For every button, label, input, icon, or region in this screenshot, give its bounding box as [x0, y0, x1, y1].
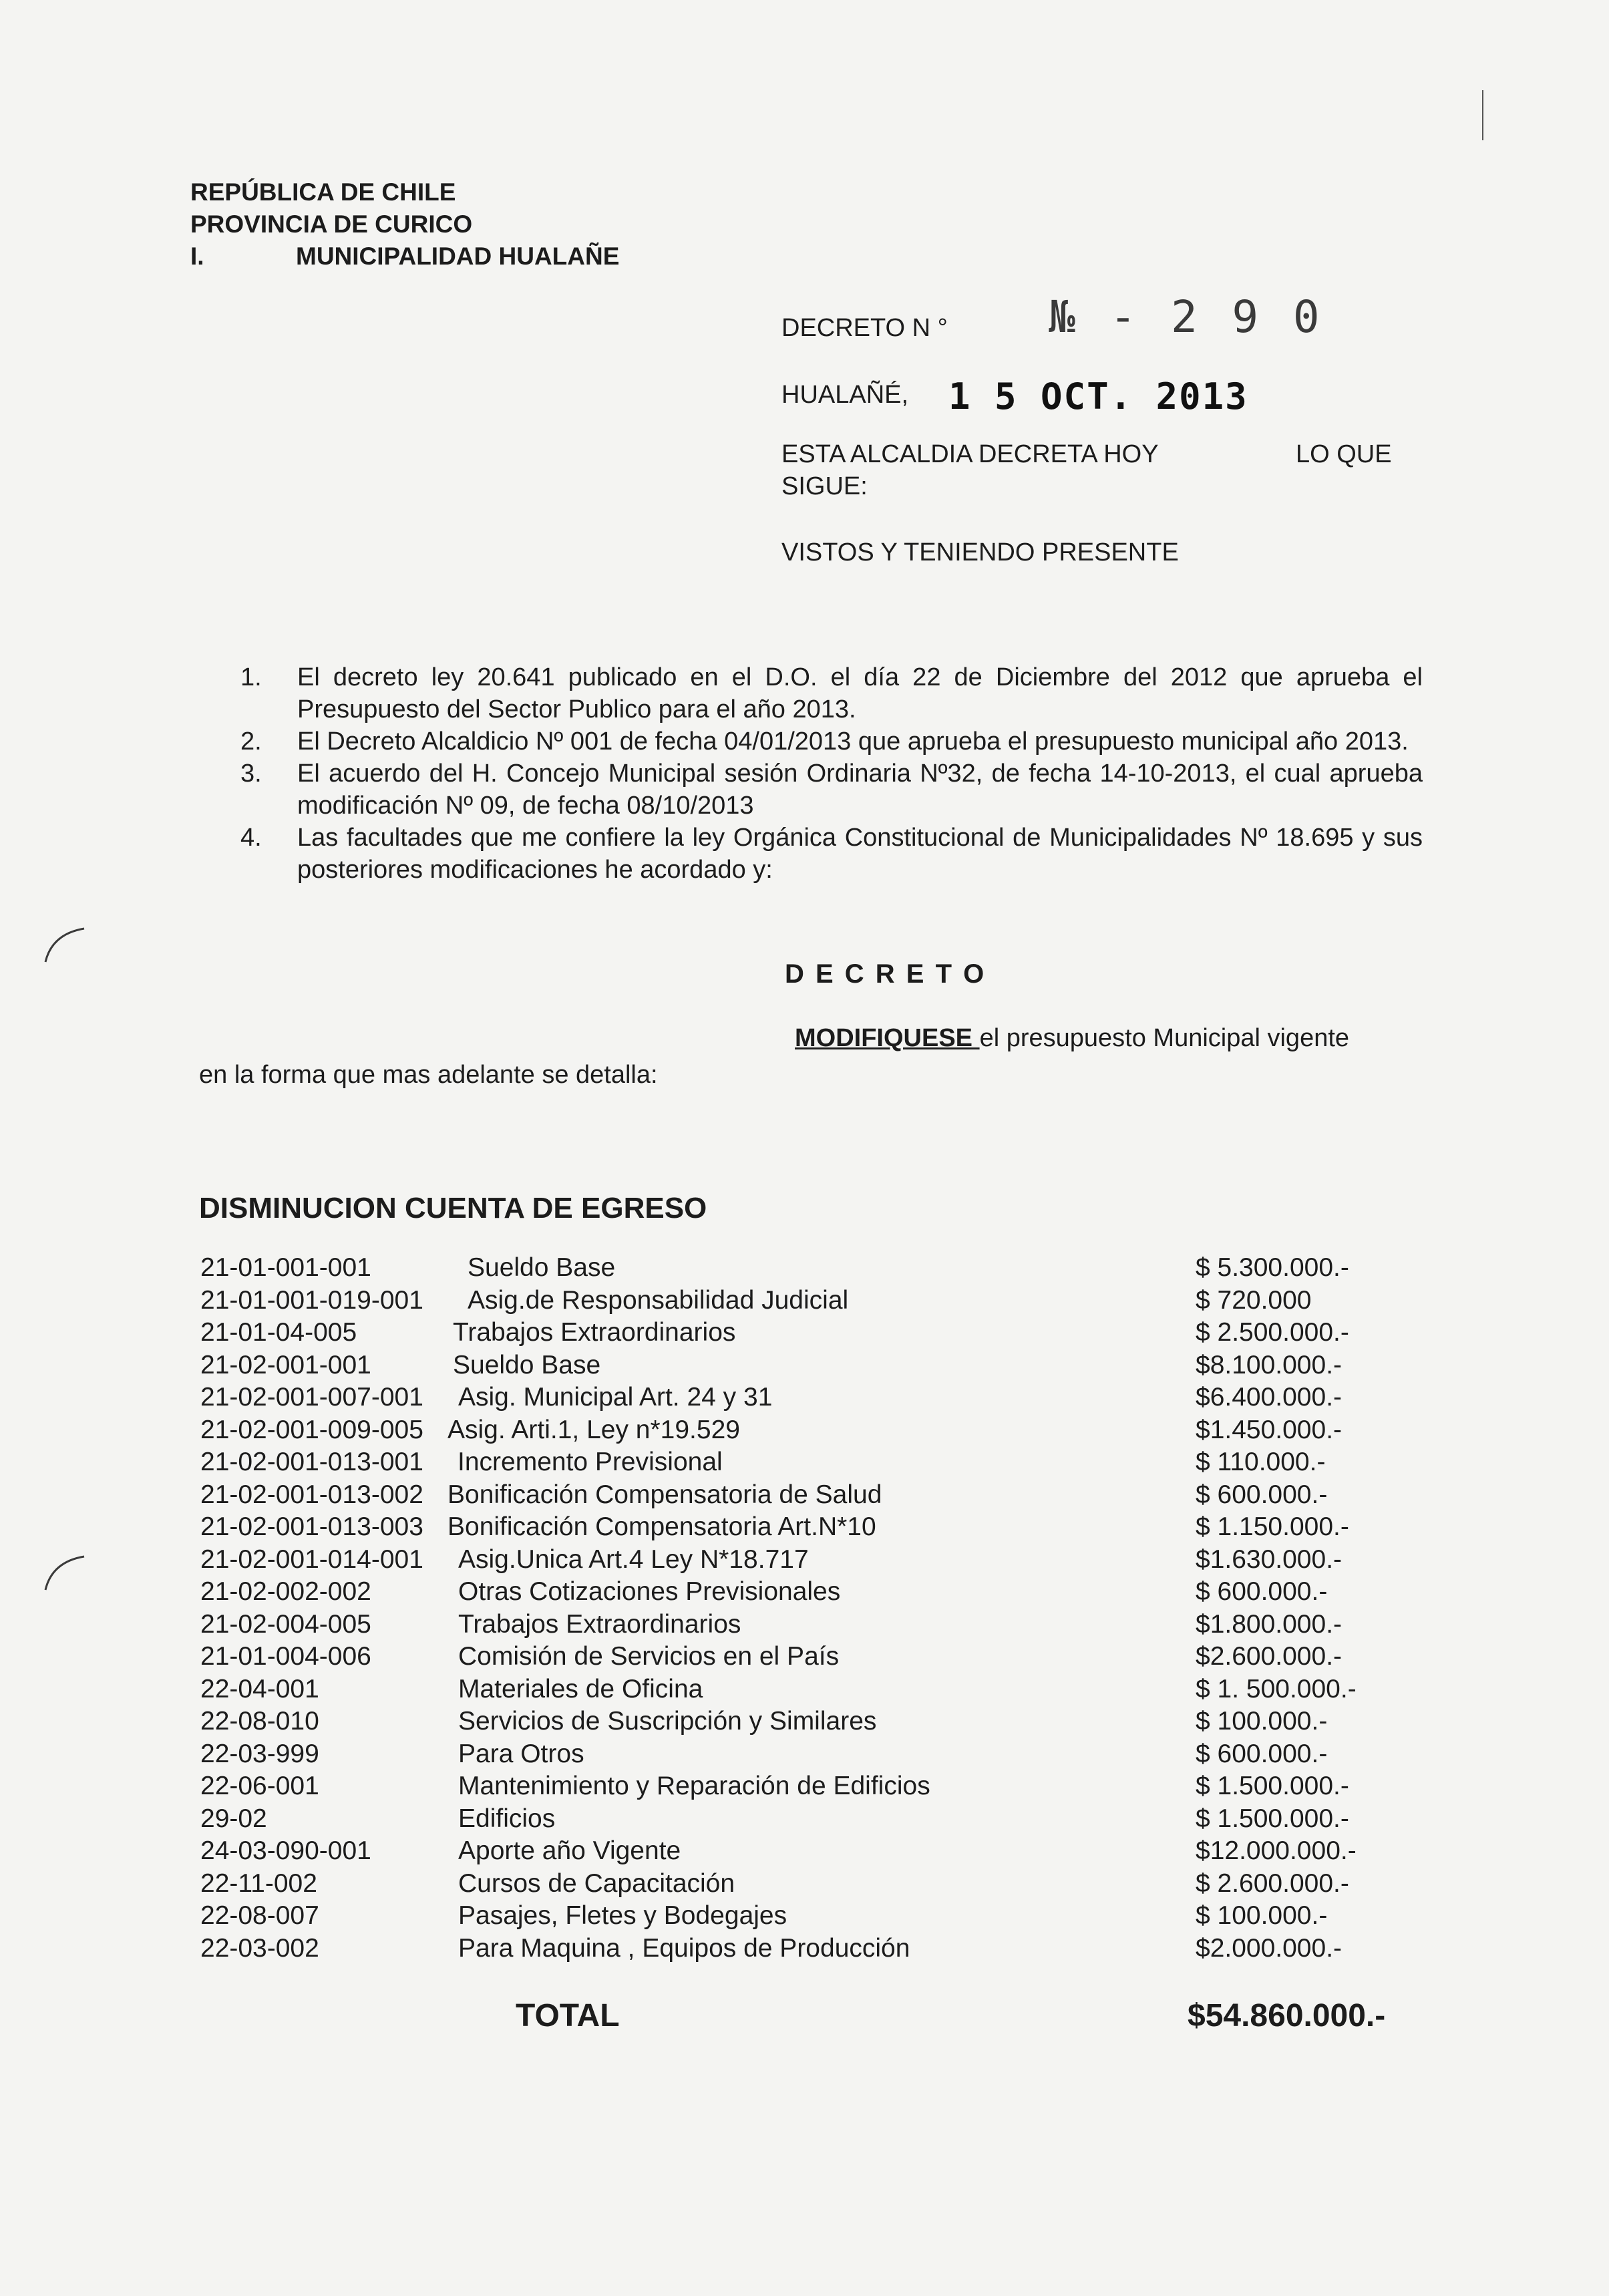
account-description: Para Maquina , Equipos de Producción — [458, 1933, 910, 1963]
account-description: Otras Cotizaciones Previsionales — [458, 1577, 841, 1606]
consideration-item — [240, 661, 1423, 725]
account-description: Servicios de Suscripción y Similares — [458, 1707, 877, 1736]
table-row — [200, 1349, 1403, 1382]
account-description: Pasajes, Fletes y Bodegajes — [458, 1901, 787, 1930]
decreto-title: D E C R E T O — [785, 959, 987, 989]
consideration-item — [240, 725, 1423, 758]
account-code: 21-01-04-005 — [200, 1318, 357, 1347]
table-row — [200, 1641, 1403, 1673]
account-amount: $ 2.600.000.- — [1196, 1868, 1349, 1898]
account-amount: $ 100.000.- — [1196, 1707, 1328, 1736]
account-description: Bonificación Compensatoria de Salud — [448, 1480, 882, 1509]
table-row — [200, 1835, 1403, 1868]
table-row — [200, 1803, 1403, 1836]
account-description: Incremento Previsional — [458, 1448, 723, 1476]
account-amount: $ 600.000.- — [1196, 1480, 1328, 1509]
consideration-item — [240, 822, 1423, 886]
account-description: Asig.Unica Art.4 Ley N*18.717 — [458, 1544, 809, 1574]
vistos-heading: VISTOS Y TENIENDO PRESENTE — [781, 538, 1179, 566]
budget-table — [200, 1252, 1403, 1965]
punch-hole-mark — [40, 1550, 94, 1603]
decreto-number-label: DECRETO N ° — [781, 314, 948, 342]
place-label: HUALAÑÉ, — [781, 381, 909, 409]
account-amount: $ 1. 500.000.- — [1196, 1674, 1357, 1703]
account-description: Comisión de Servicios en el País — [458, 1642, 840, 1671]
table-row — [200, 1933, 1403, 1965]
account-amount: $ 2.500.000.- — [1196, 1318, 1349, 1347]
consideration-text: El decreto ley 20.641 publicado en el D.O. el día 22 de Diciembre del 2012 que aprueba el Presupuesto del Sector Publico para el año 2013. — [297, 663, 1423, 723]
table-row — [200, 1511, 1403, 1544]
account-description: Trabajos Extraordinarios — [453, 1318, 736, 1347]
header-provincia: PROVINCIA DE CURICO — [190, 210, 473, 238]
consideration-text: Las facultades que me confiere la ley Orgánica Constitucional de Municipalidades Nº 18.695 y sus posteriores modificaciones he acordado y: — [297, 824, 1423, 884]
consideration-number: 1. — [240, 663, 262, 691]
account-code: 22-04-001 — [200, 1674, 319, 1703]
decreto-number-stamp: № - 2 9 0 — [1049, 291, 1324, 343]
table-row — [200, 1705, 1403, 1738]
consideration-number: 3. — [240, 760, 262, 788]
account-amount: $6.400.000.- — [1196, 1383, 1343, 1412]
intro-right: LO QUE — [1296, 440, 1392, 468]
account-amount: $2.000.000.- — [1196, 1933, 1343, 1963]
account-amount: $ 720.000 — [1196, 1285, 1312, 1315]
account-code: 22-03-002 — [200, 1933, 319, 1963]
account-code: 22-06-001 — [200, 1772, 319, 1800]
account-code: 21-02-002-002 — [200, 1577, 371, 1606]
account-code: 21-02-001-013-002 — [200, 1480, 423, 1509]
header-republica: REPÚBLICA DE CHILE — [190, 178, 456, 206]
consideration-number: 4. — [240, 824, 262, 852]
account-code: 22-03-999 — [200, 1739, 319, 1768]
table-row — [200, 1317, 1403, 1349]
account-amount: $1.800.000.- — [1196, 1609, 1343, 1639]
account-code: 21-02-001-001 — [200, 1350, 371, 1379]
account-description: Sueldo Base — [453, 1350, 601, 1379]
account-description: Aporte año Vigente — [458, 1836, 681, 1865]
account-amount: $ 1.500.000.- — [1196, 1772, 1349, 1800]
table-row — [200, 1673, 1403, 1706]
account-amount: $ 110.000.- — [1196, 1448, 1326, 1476]
account-description: Mantenimiento y Reparación de Edificios — [458, 1772, 930, 1800]
modifiquese-keyword: MODIFIQUESE — [795, 1024, 980, 1052]
account-description: Asig. Municipal Art. 24 y 31 — [458, 1383, 773, 1412]
table-row — [200, 1738, 1403, 1771]
scan-margin-mark — [1476, 87, 1489, 147]
account-code: 24-03-090-001 — [200, 1836, 371, 1865]
account-amount: $ 1.500.000.- — [1196, 1804, 1349, 1833]
considerations-list — [240, 661, 1423, 886]
account-code: 22-08-007 — [200, 1901, 319, 1930]
modification-rest: el presupuesto Municipal vigente — [979, 1024, 1350, 1052]
account-code: 22-11-002 — [200, 1868, 317, 1898]
consideration-text: El acuerdo del H. Concejo Municipal sesión Ordinaria Nº32, de fecha 14-10-2013, el cual aprueba modificación Nº 09, de fecha 08/10/2013 — [297, 760, 1423, 820]
table-row — [200, 1414, 1403, 1447]
account-description: Trabajos Extraordinarios — [458, 1609, 741, 1639]
table-row — [200, 1446, 1403, 1479]
account-amount: $ 5.300.000.- — [1196, 1253, 1349, 1282]
punch-hole-mark — [40, 922, 94, 975]
account-code: 21-02-001-014-001 — [200, 1544, 423, 1574]
modification-line2: en la forma que mas adelante se detalla: — [199, 1061, 658, 1089]
account-description: Bonificación Compensatoria Art.N*10 — [448, 1512, 876, 1541]
date-stamp: 1 5 OCT. 2013 — [948, 375, 1248, 418]
account-description: Sueldo Base — [468, 1253, 616, 1282]
account-code: 21-01-001-019-001 — [200, 1285, 423, 1315]
account-code: 22-08-010 — [200, 1707, 319, 1736]
account-amount: $ 100.000.- — [1196, 1901, 1328, 1930]
account-amount: $2.600.000.- — [1196, 1642, 1343, 1671]
account-code: 21-02-001-007-001 — [200, 1383, 423, 1412]
account-description: Materiales de Oficina — [458, 1674, 703, 1703]
account-amount: $1.630.000.- — [1196, 1544, 1343, 1574]
consideration-item — [240, 758, 1423, 822]
account-amount: $ 1.150.000.- — [1196, 1512, 1349, 1541]
intro-left: ESTA ALCALDIA DECRETA HOY — [781, 440, 1159, 468]
consideration-number: 2. — [240, 727, 262, 756]
account-amount: $12.000.000.- — [1196, 1836, 1357, 1865]
table-row — [200, 1609, 1403, 1641]
section-title: DISMINUCION CUENTA DE EGRESO — [199, 1192, 707, 1224]
account-description: Cursos de Capacitación — [458, 1868, 735, 1898]
account-code: 21-02-004-005 — [200, 1609, 371, 1639]
account-description: Para Otros — [458, 1739, 584, 1768]
table-row — [200, 1285, 1403, 1317]
intro-line2: SIGUE: — [781, 472, 868, 500]
table-row — [200, 1770, 1403, 1803]
account-amount: $ 600.000.- — [1196, 1577, 1328, 1606]
account-description: Asig.de Responsabilidad Judicial — [468, 1285, 849, 1315]
total-label: TOTAL — [516, 1998, 620, 2033]
account-code: 21-02-001-013-001 — [200, 1448, 423, 1476]
account-amount: $1.450.000.- — [1196, 1415, 1343, 1444]
table-row — [200, 1252, 1403, 1285]
account-description: Edificios — [458, 1804, 556, 1833]
modification-line1 — [795, 1022, 1349, 1054]
table-row — [200, 1576, 1403, 1609]
account-code: 21-02-001-013-003 — [200, 1512, 423, 1541]
header-municipalidad-prefix: I. — [190, 242, 204, 270]
table-row — [200, 1479, 1403, 1512]
consideration-text: El Decreto Alcaldicio Nº 001 de fecha 04/01/2013 que aprueba el presupuesto municipal año 2013. — [297, 727, 1409, 756]
table-row — [200, 1381, 1403, 1414]
table-row — [200, 1868, 1403, 1901]
account-amount: $8.100.000.- — [1196, 1350, 1343, 1379]
account-amount: $ 600.000.- — [1196, 1739, 1328, 1768]
account-code: 21-01-001-001 — [200, 1253, 371, 1282]
account-code: 29-02 — [200, 1804, 267, 1833]
table-row — [200, 1544, 1403, 1577]
account-code: 21-01-004-006 — [200, 1642, 371, 1671]
table-row — [200, 1900, 1403, 1933]
account-code: 21-02-001-009-005 — [200, 1415, 423, 1444]
account-description: Asig. Arti.1, Ley n*19.529 — [448, 1415, 740, 1444]
header-municipalidad: MUNICIPALIDAD HUALAÑE — [296, 242, 620, 270]
total-amount: $54.860.000.- — [1188, 1998, 1386, 2033]
